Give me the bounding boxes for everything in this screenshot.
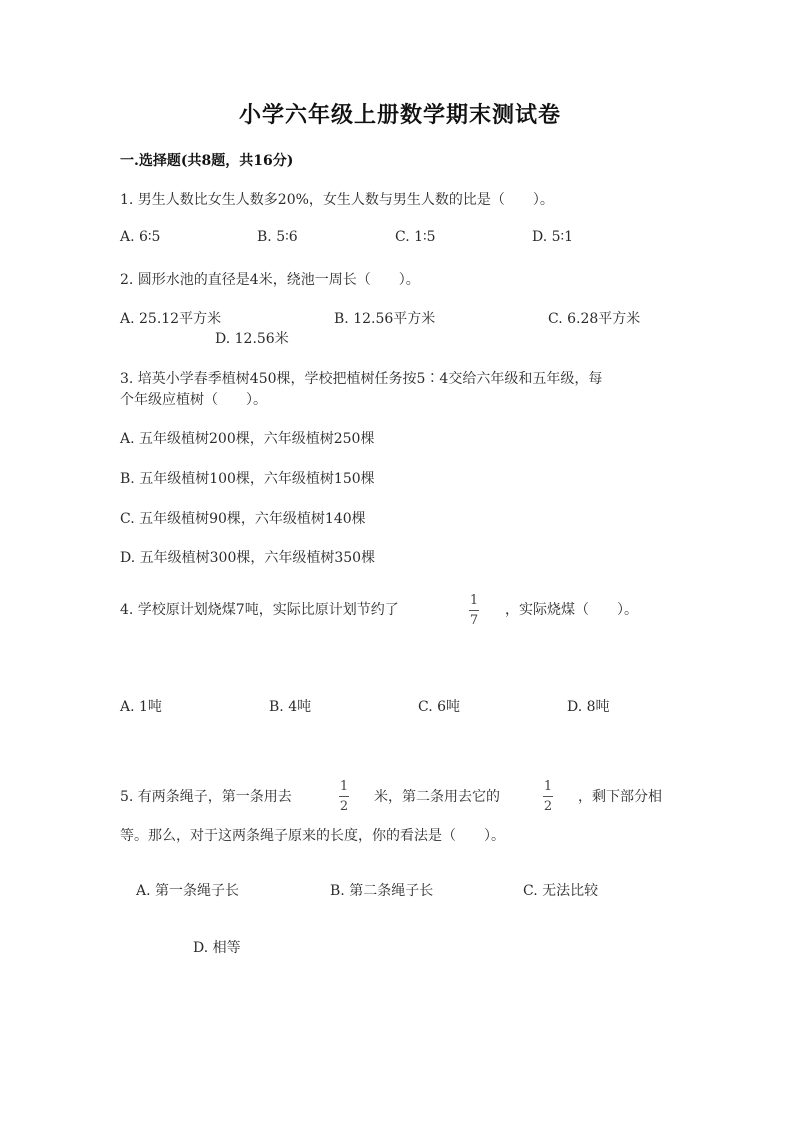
question-5-stem-part3: ，剩下部分相 bbox=[578, 789, 662, 805]
fraction-denominator: 2 bbox=[339, 799, 349, 814]
question-2-option-c[interactable]: C. 6.28平方米 bbox=[548, 311, 641, 327]
fraction-denominator: 7 bbox=[469, 613, 479, 628]
fraction-bar bbox=[543, 796, 553, 797]
question-3-option-a[interactable]: A. 五年级植树200棵，六年级植树250棵 bbox=[120, 431, 375, 447]
question-5-option-d[interactable]: D. 相等 bbox=[193, 940, 241, 956]
question-3-stem-line1: 3. 培英小学春季植树450棵，学校把植树任务按5∶4交给六年级和五年级，每 bbox=[120, 371, 603, 387]
question-5-stem-part2: 米，第二条用去它的 bbox=[374, 789, 500, 805]
question-3-option-c[interactable]: C. 五年级植树90棵，六年级植树140棵 bbox=[120, 511, 366, 527]
question-5-stem-part1: 5. 有两条绳子，第一条用去 bbox=[120, 789, 292, 805]
question-4-option-d[interactable]: D. 8吨 bbox=[567, 699, 610, 715]
question-1-option-b[interactable]: B. 5∶6 bbox=[257, 229, 298, 245]
question-2-option-b[interactable]: B. 12.56平方米 bbox=[334, 311, 436, 327]
question-4-option-b[interactable]: B. 4吨 bbox=[269, 699, 312, 715]
question-4-option-c[interactable]: C. 6吨 bbox=[418, 699, 461, 715]
question-1-option-a[interactable]: A. 6∶5 bbox=[120, 229, 161, 245]
question-3-option-b[interactable]: B. 五年级植树100棵，六年级植树150棵 bbox=[120, 471, 375, 487]
question-1-option-d[interactable]: D. 5∶1 bbox=[532, 229, 574, 245]
question-2-stem: 2. 圆形水池的直径是4米，绕池一周长（ ）。 bbox=[120, 272, 420, 288]
fraction-bar bbox=[339, 796, 349, 797]
fraction-numerator: 1 bbox=[469, 593, 479, 608]
question-5-fraction-2 bbox=[541, 780, 555, 814]
question-5-stem-line2: 等。那么，对于这两条绳子原来的长度，你的看法是（ ）。 bbox=[120, 828, 505, 844]
question-5-option-c[interactable]: C. 无法比较 bbox=[523, 883, 599, 899]
question-3-option-d[interactable]: D. 五年级植树300棵，六年级植树350棵 bbox=[120, 550, 376, 566]
question-4-option-a[interactable]: A. 1吨 bbox=[120, 699, 162, 715]
question-2-option-d[interactable]: D. 12.56米 bbox=[215, 331, 289, 347]
question-5-fraction-1 bbox=[337, 780, 351, 814]
question-2-option-a[interactable]: A. 25.12平方米 bbox=[120, 311, 222, 327]
fraction-numerator: 1 bbox=[543, 779, 553, 794]
section-heading: 一.选择题(共8题，共16分) bbox=[120, 153, 294, 169]
question-5-option-b[interactable]: B. 第二条绳子长 bbox=[330, 883, 434, 899]
fraction-denominator: 2 bbox=[543, 799, 553, 814]
fraction-bar bbox=[469, 610, 479, 611]
question-1-stem: 1. 男生人数比女生人数多20%，女生人数与男生人数的比是（ ）。 bbox=[120, 192, 554, 208]
question-4-stem-part2: ，实际烧煤（ ）。 bbox=[505, 602, 638, 618]
question-4-fraction bbox=[467, 594, 481, 628]
question-1-option-c[interactable]: C. 1∶5 bbox=[395, 229, 436, 245]
page-title: 小学六年级上册数学期末测试卷 bbox=[238, 102, 561, 128]
question-4-stem-part1: 4. 学校原计划烧煤7吨，实际比原计划节约了 bbox=[120, 602, 399, 618]
fraction-numerator: 1 bbox=[339, 779, 349, 794]
question-5-option-a[interactable]: A. 第一条绳子长 bbox=[136, 883, 240, 899]
question-3-stem-line2: 个年级应植树（ ）。 bbox=[120, 392, 267, 408]
